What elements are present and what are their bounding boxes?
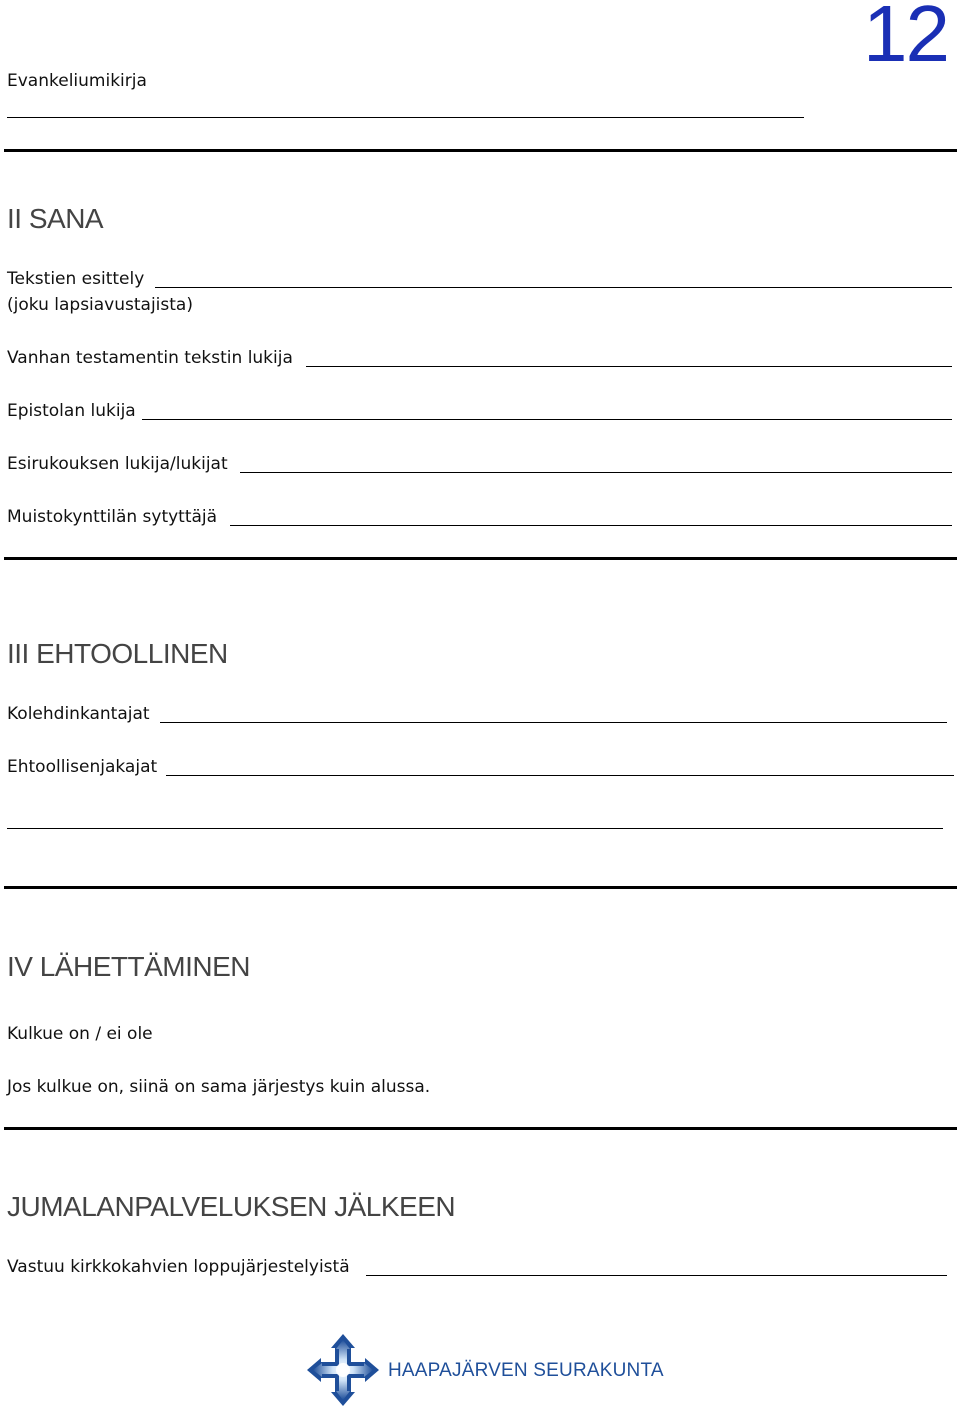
field-note-lapsiavustajista: (joku lapsiavustajista)	[7, 295, 193, 315]
field-label-kirkkokahvit: Vastuu kirkkokahvien loppujärjestelyistä	[7, 1257, 350, 1277]
organization-name: HAAPAJÄRVEN SEURAKUNTA	[388, 1360, 664, 1381]
section-heading-lahettaminen: IV LÄHETTÄMINEN	[7, 951, 250, 982]
section-heading-ehtoollinen: III EHTOOLLINEN	[7, 638, 228, 669]
kulkue-status-text: Kulkue on / ei ole	[7, 1024, 153, 1044]
field-label-muistokynttila: Muistokynttilän sytyttäjä	[7, 507, 218, 527]
fill-line-vt-lukija[interactable]	[306, 366, 952, 367]
fill-line-epistolan-lukija[interactable]	[142, 419, 952, 420]
field-label-vt-lukija: Vanhan testamentin tekstin lukija	[7, 348, 293, 368]
field-label-tekstien-esittely: Tekstien esittely	[7, 269, 145, 289]
page-number: 12	[863, 0, 948, 78]
document-title: Evankeliumikirja	[7, 71, 147, 91]
field-label-kolehdinkantajat: Kolehdinkantajat	[7, 704, 150, 724]
cross-logo-icon	[305, 1332, 381, 1408]
section-divider	[4, 149, 957, 152]
title-underline	[7, 117, 804, 118]
field-label-ehtoollisenjakajat: Ehtoollisenjakajat	[7, 757, 158, 777]
fill-line-muistokynttila[interactable]	[230, 525, 952, 526]
section-divider	[4, 886, 957, 889]
fill-line-extra[interactable]	[7, 828, 943, 829]
kulkue-note-text: Jos kulkue on, siinä on sama järjestys kuin alussa.	[7, 1077, 431, 1097]
section-heading-sana: II SANA	[7, 203, 104, 234]
fill-line-tekstien-esittely[interactable]	[155, 287, 952, 288]
field-label-esirukous: Esirukouksen lukija/lukijat	[7, 454, 228, 474]
fill-line-ehtoollisenjakajat[interactable]	[166, 775, 954, 776]
fill-line-esirukous[interactable]	[240, 472, 952, 473]
field-label-epistolan-lukija: Epistolan lukija	[7, 401, 136, 421]
section-divider	[4, 557, 957, 560]
fill-line-kirkkokahvit[interactable]	[366, 1275, 947, 1276]
section-heading-jalkeen: JUMALANPALVELUKSEN JÄLKEEN	[7, 1191, 456, 1222]
fill-line-kolehdinkantajat[interactable]	[160, 722, 947, 723]
section-divider	[4, 1127, 957, 1130]
